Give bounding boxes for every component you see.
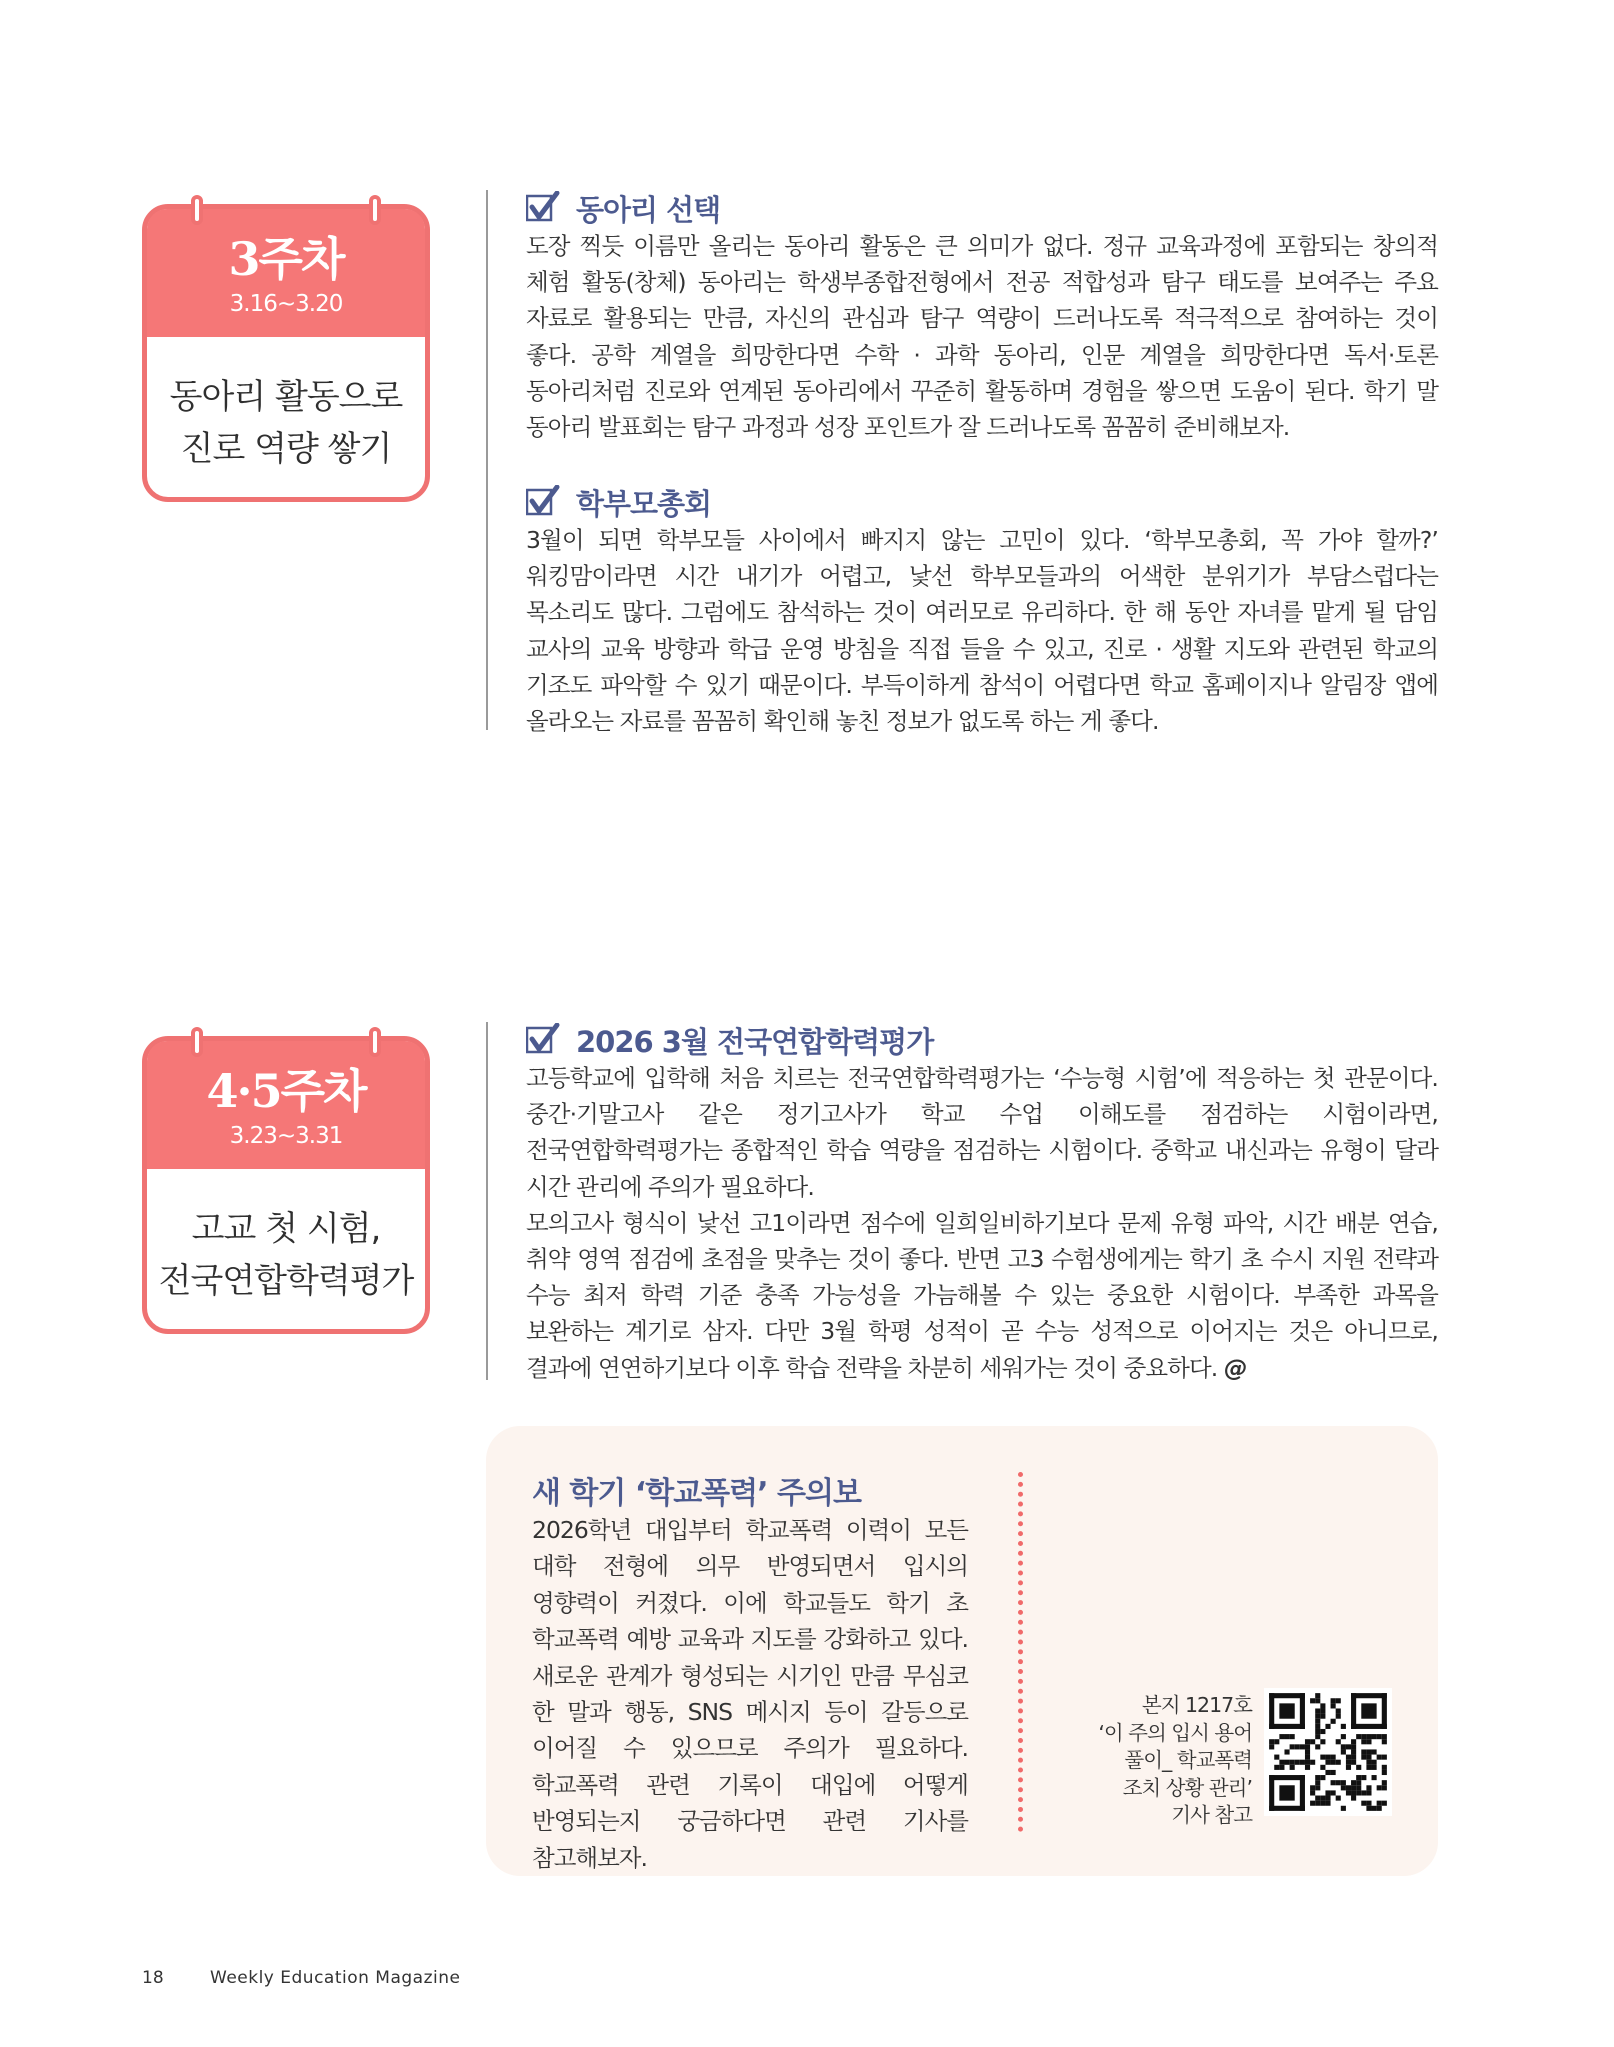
school-violence-notice: [486, 1426, 1438, 1876]
end-mark-icon: @: [1223, 1353, 1247, 1382]
checkmark-icon: [526, 485, 562, 519]
divider-line: [486, 1022, 488, 1380]
ref-line: 기사 참고: [1171, 1803, 1252, 1828]
club-section: [526, 188, 1438, 445]
calendar-ring-right: [369, 195, 381, 225]
notice-title: 새 학기 ‘학교폭력’ 주의보: [532, 1476, 861, 1511]
checkmark-icon: [526, 191, 562, 225]
week-dates: 3.23~3.31: [229, 1123, 343, 1149]
qr-code-icon[interactable]: [1264, 1688, 1392, 1816]
ref-line: ‘이 주의 입시 용어: [1098, 1720, 1252, 1745]
week3-calendar: [142, 204, 430, 502]
club-heading: 동아리 선택: [576, 192, 721, 227]
exam-body-2: [526, 1205, 1438, 1386]
exam-heading: 2026 3월 전국연합학력평가: [576, 1024, 934, 1059]
week-label: 3주차: [228, 232, 344, 286]
notice-body: 2026학년 대입부터 학교폭력 이력이 모든 대학 전형에 의무 반영되면서 입시의 영향력이 커졌다. 이에 학교들도 학기 초 학교폭력 예방 교육과 지도를 강화하고 있다. 새로운 관계가 형성되는 시기인 만큼 무심코 한 말과 행동, SNS 메시지 등이 갈등으로 이어질 수 있으므로 주의가 필요하다. 학교폭력 관련 기록이 대입에 어떻게 반영되는지 궁금하다면 관련 기사를 참고해보자.: [532, 1516, 968, 1872]
calendar-ring-left: [191, 195, 203, 225]
exam-section: [526, 1020, 1438, 1386]
ref-line: 본지 1217호: [1141, 1693, 1252, 1717]
parents-section: [526, 482, 1438, 739]
week-title-line2: 진로 역량 쌓기: [180, 429, 392, 469]
notice-reference: [1066, 1692, 1252, 1830]
exam-body-1: 고등학교에 입학해 처음 치르는 전국연합학력평가는 ‘수능형 시험’에 적응하는 첫 관문이다. 중간·기말고사 같은 정기고사가 학교 수업 이해도를 점검하는 시험이라면, 전국연합학력평가는 종합적인 학습 역량을 점검하는 시험이다. 중학교 내신과는 유형이 달라 시간 관리에 주의가 필요하다.: [526, 1064, 1438, 1201]
exam-heading-row: [526, 1020, 1438, 1060]
exam-body-2-text: 모의고사 형식이 낯선 고1이라면 점수에 일희일비하기보다 문제 유형 파악, 시간 배분 연습, 취약 영역 점검에 초점을 맞추는 것이 좋다. 반면 고3 수험생에게는 학기 초 수시 지원 전략과 수능 최저 학력 기준 충족 가능성을 가늠해볼 수 있는 중요한 시험이다. 부족한 과목을 보완하는 계기로 삼자. 다만 3월 학평 성적이 곧 수능 성적으로 이어지는 것은 아니므로, 결과에 연연하기보다 이후 학습 전략을 차분히 세워가는 것이 중요하다.: [526, 1208, 1438, 1382]
week-title: [147, 371, 425, 475]
parents-heading-row: [526, 482, 1438, 522]
magazine-name: Weekly Education Magazine: [210, 1968, 461, 1988]
dotted-divider: [1018, 1472, 1023, 1832]
divider-line: [486, 190, 488, 730]
week45-calendar: [142, 1036, 430, 1334]
week-title-line1: 동아리 활동으로: [169, 377, 403, 417]
week-dates: 3.16~3.20: [229, 291, 343, 317]
parents-heading: 학부모총회: [576, 486, 712, 521]
week-title-line2: 전국연합학력평가: [158, 1261, 414, 1301]
club-body: 도장 찍듯 이름만 올리는 동아리 활동은 큰 의미가 없다. 정규 교육과정에 포함되는 창의적 체험 활동(창체) 동아리는 학생부종합전형에서 전공 적합성과 탐구 태도를 보여주는 주요 자료로 활용되는 만큼, 자신의 관심과 탐구 역량이 드러나도록 적극적으로 참여하는 것이 좋다. 공학 계열을 희망한다면 수학 · 과학 동아리, 인문 계열을 희망한다면 독서·토론 동아리처럼 진로와 연계된 동아리에서 꾸준히 활동하며 경험을 쌓으면 도움이 된다. 학기 말 동아리 발표회는 탐구 과정과 성장 포인트가 잘 드러나도록 꼼꼼히 준비해보자.: [526, 232, 1438, 442]
calendar-ring-left: [191, 1027, 203, 1057]
checkmark-icon: [526, 1023, 562, 1057]
week-label: 4·5주차: [206, 1064, 366, 1118]
week-title: [147, 1203, 425, 1307]
calendar-ring-right: [369, 1027, 381, 1057]
parents-body: 3월이 되면 학부모들 사이에서 빠지지 않는 고민이 있다. ‘학부모총회, 꼭 가야 할까?’ 워킹맘이라면 시간 내기가 어렵고, 낯선 학부모들과의 어색한 분위기가 부담스럽다는 목소리도 많다. 그럼에도 참석하는 것이 여러모로 유리하다. 한 해 동안 자녀를 맡게 될 담임 교사의 교육 방향과 학급 운영 방침을 직접 들을 수 있고, 진로 · 생활 지도와 관련된 학교의 기조도 파악할 수 있기 때문이다. 부득이하게 참석이 어렵다면 학교 홈페이지나 알림장 앱에 올라오는 자료를 꼼꼼히 확인해 놓친 정보가 없도록 하는 게 좋다.: [526, 526, 1438, 736]
club-heading-row: [526, 188, 1438, 228]
page-number: 18: [142, 1968, 164, 1988]
ref-line: 풀이_ 학교폭력: [1124, 1748, 1252, 1773]
ref-line: 조치 상황 관리’: [1122, 1775, 1252, 1800]
week-title-line1: 고교 첫 시험,: [191, 1209, 381, 1249]
